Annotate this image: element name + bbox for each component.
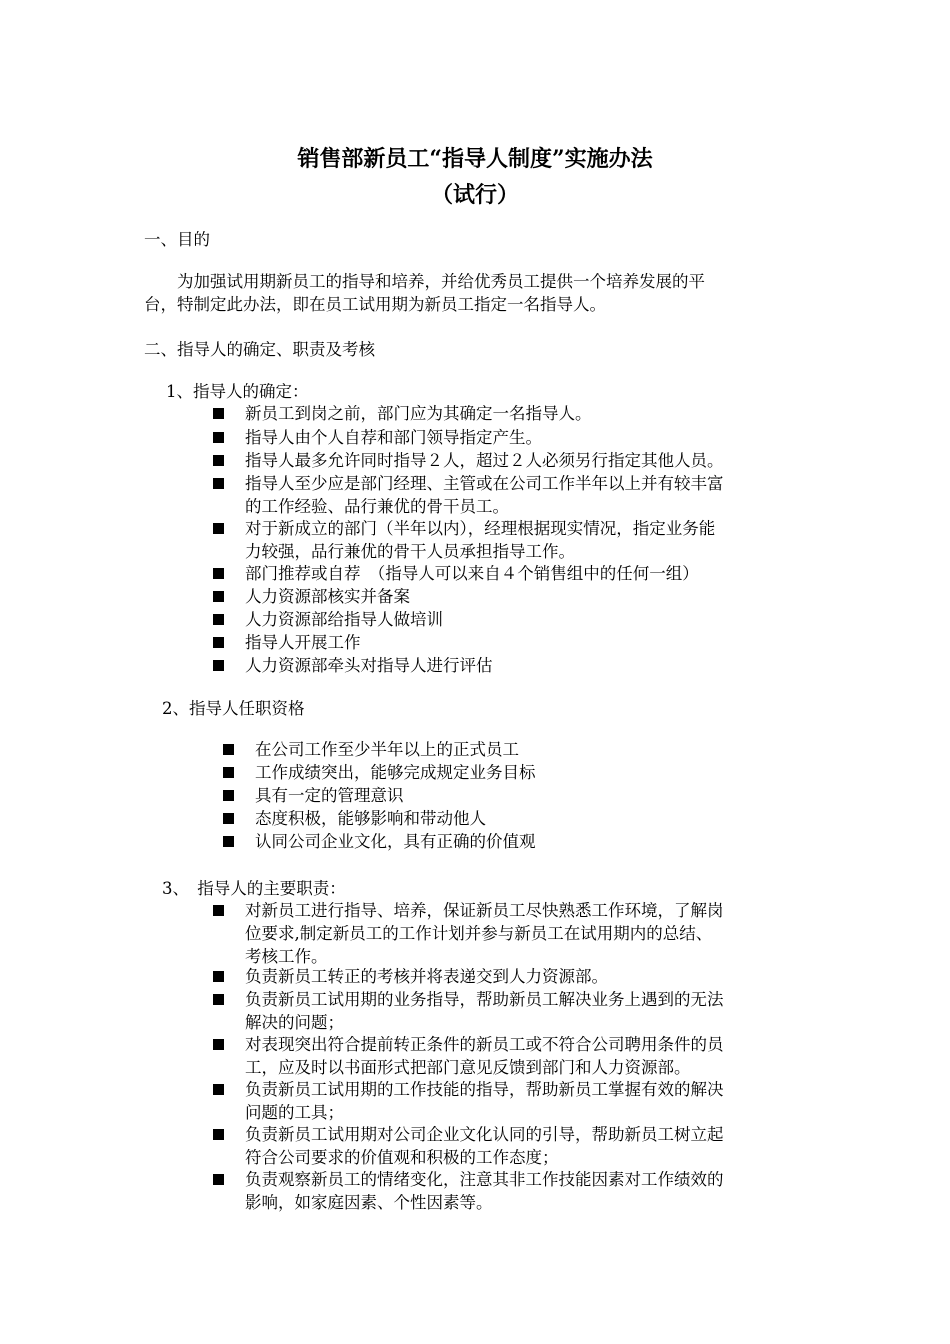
list-item-line: 指导人至少应是部门经理、主管或在公司工作半年以上并有较丰富: [245, 474, 724, 493]
list-item-line: 对于新成立的部门（半年以内），经理根据现实情况，指定业务能: [245, 519, 716, 538]
document-title: 销售部新员工“指导人制度”实施办法: [297, 146, 653, 172]
list-item: [245, 631, 361, 654]
section-heading-purpose: 一、目的: [144, 230, 210, 249]
list-item: [255, 807, 486, 830]
bullet-icon: [223, 744, 234, 755]
bullet-icon: [213, 994, 224, 1005]
list-item-line: 指导人开展工作: [245, 633, 361, 652]
bullet-icon: [213, 660, 224, 671]
list-item: [245, 585, 410, 608]
list-item-line: 人力资源部核实并备案: [245, 587, 410, 606]
list-item: [245, 1033, 724, 1079]
bullet-icon: [223, 813, 234, 824]
list-item-line: 工作成绩突出，能够完成规定业务目标: [255, 763, 536, 782]
list-item-line: 认同公司企业文化，具有正确的价值观: [255, 832, 536, 851]
list-item: [245, 899, 724, 968]
bullet-icon: [213, 1039, 224, 1050]
bullet-icon: [213, 971, 224, 982]
list-item-line: 负责新员工试用期的工作技能的指导，帮助新员工掌握有效的解决: [245, 1080, 724, 1099]
subsection-heading-qualification: 2、指导人任职资格: [162, 699, 305, 718]
list-item-line: 位要求,制定新员工的工作计划并参与新员工在试用期内的总结、: [245, 924, 713, 943]
list-item-line: 部门推荐或自荐 （指导人可以来自４个销售组中的任何一组）: [245, 564, 699, 583]
bullet-icon: [213, 408, 224, 419]
list-item-line: 影响，如家庭因素、个性因素等。: [245, 1193, 493, 1212]
bullet-icon: [213, 455, 224, 466]
list-item-line: 新员工到岗之前，部门应为其确定一名指导人。: [245, 404, 592, 423]
list-item: [255, 738, 519, 761]
list-item: [245, 608, 443, 631]
list-item-line: 人力资源部牵头对指导人进行评估: [245, 656, 493, 675]
bullet-icon: [213, 905, 224, 916]
list-item-line: 指导人最多允许同时指导２人，超过２人必须另行指定其他人员。: [245, 451, 724, 470]
bullet-icon: [213, 432, 224, 443]
purpose-paragraph-line: 为加强试用期新员工的指导和培养，并给优秀员工提供一个培养发展的平: [177, 272, 705, 291]
list-item: [255, 830, 536, 853]
list-item-line: 问题的工具；: [245, 1103, 344, 1122]
purpose-paragraph-line: 台，特制定此办法，即在员工试用期为新员工指定一名指导人。: [144, 295, 606, 314]
section-heading-mentor: 二、指导人的确定、职责及考核: [144, 340, 375, 359]
bullet-icon: [213, 614, 224, 625]
bullet-icon: [213, 1174, 224, 1185]
list-item-line: 负责新员工转正的考核并将表递交到人力资源部。: [245, 967, 608, 986]
list-item-line: 具有一定的管理意识: [255, 786, 404, 805]
list-item-line: 的工作经验、品行兼优的骨干员工。: [245, 497, 509, 516]
list-item-line: 符合公司要求的价值观和积极的工作态度；: [245, 1148, 559, 1167]
list-item-line: 负责观察新员工的情绪变化，注意其非工作技能因素对工作绩效的: [245, 1170, 724, 1189]
list-item: [245, 965, 608, 988]
list-item-line: 对新员工进行指导、培养，保证新员工尽快熟悉工作环境，了解岗: [245, 901, 724, 920]
bullet-icon: [213, 523, 224, 534]
bullet-icon: [213, 1129, 224, 1140]
list-item-line: 解决的问题；: [245, 1013, 344, 1032]
bullet-icon: [213, 478, 224, 489]
list-item: [245, 449, 724, 472]
bullet-icon: [213, 591, 224, 602]
bullet-icon: [213, 637, 224, 648]
list-item-line: 工，应及时以书面形式把部门意见反馈到部门和人力资源部。: [245, 1058, 691, 1077]
list-item-line: 态度积极，能够影响和带动他人: [255, 809, 486, 828]
list-item: [245, 654, 493, 677]
list-item: [245, 517, 715, 563]
purpose-paragraph: [144, 270, 806, 316]
document-subtitle: （试行）: [430, 182, 519, 208]
bullet-icon: [223, 790, 234, 801]
list-item-line: 在公司工作至少半年以上的正式员工: [255, 740, 519, 759]
list-item: [255, 784, 404, 807]
list-item: [245, 1168, 724, 1214]
list-item: [255, 761, 536, 784]
bullet-icon: [213, 1084, 224, 1095]
bullet-icon: [223, 836, 234, 847]
list-item-line: 考核工作。: [245, 947, 328, 966]
bullet-icon: [223, 767, 234, 778]
list-item: [245, 1078, 724, 1124]
list-item: [245, 426, 542, 449]
list-item-line: 负责新员工试用期的业务指导，帮助新员工解决业务上遇到的无法: [245, 990, 724, 1009]
list-item-line: 力较强，品行兼优的骨干人员承担指导工作。: [245, 542, 575, 561]
bullet-icon: [213, 568, 224, 579]
list-item: [245, 1123, 724, 1169]
list-item: [245, 988, 724, 1034]
list-item: [245, 402, 592, 425]
list-item-line: 对表现突出符合提前转正条件的新员工或不符合公司聘用条件的员: [245, 1035, 724, 1054]
subsection-heading-duties: 3、 指导人的主要职责：: [162, 879, 346, 898]
subsection-heading-determination: 1、指导人的确定：: [166, 382, 309, 401]
list-item-line: 指导人由个人自荐和部门领导指定产生。: [245, 428, 542, 447]
list-item-line: 人力资源部给指导人做培训: [245, 610, 443, 629]
list-item: [245, 562, 699, 585]
list-item: [245, 472, 724, 518]
list-item-line: 负责新员工试用期对公司企业文化认同的引导，帮助新员工树立起: [245, 1125, 724, 1144]
